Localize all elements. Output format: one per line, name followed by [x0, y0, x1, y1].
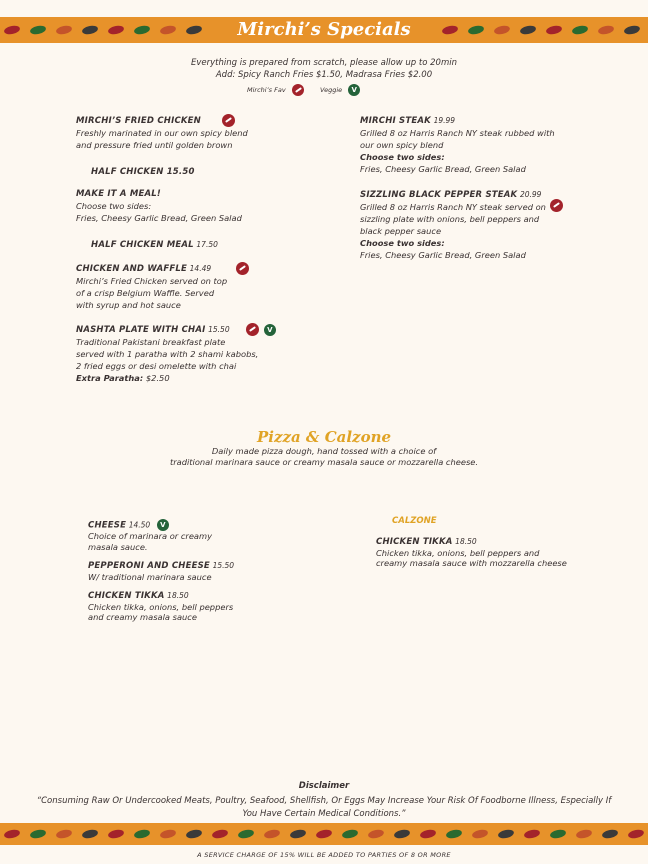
item-name: NASHTA PLATE WITH CHAI	[76, 325, 206, 335]
item-desc-1: Choice of marinara or creamy	[88, 531, 213, 541]
pepper-dot	[3, 828, 20, 839]
item-desc-2: Fries, Cheesy Garlic Bread, Green Salad	[76, 213, 242, 223]
pepper-dot	[523, 828, 540, 839]
pepper-dot	[159, 828, 176, 839]
intro-text	[0, 57, 648, 81]
item-desc-2: sizzling plate with onions, bell peppers and	[360, 214, 540, 224]
item-desc-2: and pressure fried until golden brown	[76, 140, 233, 150]
item-desc-3: 2 fried eggs or desi omelette with chai	[76, 361, 237, 371]
pepper-dot	[471, 828, 488, 839]
item-name: CHICKEN AND WAFFLE	[76, 264, 188, 274]
menu-item-pepperoni-pizza	[88, 560, 268, 582]
chili-icon	[550, 199, 563, 212]
item-name: CHICKEN TIKKA	[376, 537, 453, 547]
item-name: MIRCHI’S FRIED CHICKEN	[76, 116, 201, 126]
item-name: CHEESE	[88, 520, 127, 531]
pizza-section-desc	[0, 446, 648, 468]
menu-item-chicken-waffle	[76, 262, 276, 311]
item-price: 20.99	[519, 190, 542, 199]
chili-icon	[222, 114, 235, 127]
item-name: PEPPERONI AND CHEESE	[88, 561, 210, 571]
item-price: 15.50	[212, 561, 235, 570]
item-price: 19.99	[433, 116, 456, 125]
pepper-dot	[81, 828, 98, 839]
intro-line-1: Everything is prepared from scratch, please allow up to 20min	[191, 58, 457, 68]
pizza-section-title: Pizza & Calzone	[256, 428, 392, 446]
chili-icon	[292, 84, 304, 96]
veggie-icon: V	[264, 324, 276, 336]
pepper-dot	[315, 828, 332, 839]
item-name: HALF CHICKEN 15.50	[91, 167, 195, 177]
pizza-desc-1: Daily made pizza dough, hand tossed with a choice of	[211, 446, 437, 456]
item-name: MIRCHI STEAK	[360, 116, 431, 126]
decorative-pepper-pattern	[0, 823, 648, 845]
item-price: 18.50	[455, 537, 477, 546]
pepper-dot	[133, 828, 150, 839]
item-desc-2: and creamy masala sauce	[88, 612, 197, 622]
menu-item-chicken-tikka-pizza	[88, 590, 268, 623]
item-desc-1: Traditional Pakistani breakfast plate	[76, 337, 226, 347]
sides-label: Choose two sides:	[360, 238, 445, 248]
calzone-heading: CALZONE	[392, 516, 437, 526]
item-price: 18.50	[167, 591, 189, 600]
pepper-dot	[601, 828, 618, 839]
pepper-dot	[55, 828, 72, 839]
legend-veggie	[320, 84, 360, 96]
menu-item-make-meal	[76, 188, 276, 224]
item-desc-1: Chicken tikka, onions, bell peppers	[88, 601, 234, 612]
veggie-icon: V	[157, 519, 169, 531]
footer-band	[0, 823, 648, 845]
sides-options: Fries, Cheesy Garlic Bread, Green Salad	[360, 250, 526, 260]
pepper-dot	[211, 828, 228, 839]
item-name: CHICKEN TIKKA	[88, 591, 165, 601]
pepper-dot	[549, 828, 566, 839]
item-desc-1: Grilled 8 oz Harris Ranch NY steak rubbed with	[360, 128, 555, 138]
menu-item-fried-chicken	[76, 114, 276, 151]
menu-item-cheese-pizza	[88, 519, 258, 552]
pepper-dot	[185, 828, 202, 839]
item-name: SIZZLING BLACK PEPPER STEAK	[360, 190, 518, 200]
item-desc-3: black pepper sauce	[360, 226, 442, 236]
veggie-icon: V	[348, 84, 360, 96]
sides-label: Choose two sides:	[360, 152, 445, 162]
menu-item-chicken-tikka-calzone	[376, 536, 596, 569]
pepper-dot	[497, 828, 514, 839]
pepper-dot	[263, 828, 280, 839]
item-desc-3: with syrup and hot sauce	[76, 300, 181, 310]
item-desc-1: Mirchi’s Fried Chicken served on top	[76, 276, 228, 286]
chili-icon	[246, 323, 259, 336]
header-band	[0, 17, 648, 43]
item-desc-2: masala sauce.	[88, 541, 148, 552]
pepper-dot	[29, 828, 46, 839]
pepper-dot	[575, 828, 592, 839]
extra-label: Extra Paratha:	[76, 373, 144, 383]
item-desc-1: Grilled 8 oz Harris Ranch NY steak served on	[360, 202, 546, 212]
pepper-dot	[367, 828, 384, 839]
service-charge-note: A SERVICE CHARGE OF 15% WILL BE ADDED TO PARTIES OF 8 OR MORE	[197, 851, 451, 859]
intro-line-2: Add: Spicy Ranch Fries $1.50, Madrasa Fries $2.00	[215, 70, 433, 80]
item-desc-1: W/ traditional marinara sauce	[88, 571, 212, 582]
legend-spicy	[247, 84, 304, 96]
pepper-dot	[393, 828, 410, 839]
item-desc-2: our own spicy blend	[360, 140, 444, 150]
pepper-dot	[419, 828, 436, 839]
pepper-dot	[107, 828, 124, 839]
item-desc-1: Chicken tikka, onions, bell peppers and	[376, 547, 540, 558]
item-desc-1: Freshly marinated in our own spicy blend	[76, 128, 248, 138]
disclaimer-text: “Consuming Raw Or Undercooked Meats, Poultry, Seafood, Shellfish, Or Eggs May Increase Your Risk Of Foodborne Illness, Especially If You Have Certain Medical Conditions.”	[36, 796, 612, 819]
legend-spicy-label: Mirchi’s Fav	[247, 86, 286, 94]
pepper-dot	[341, 828, 358, 839]
item-price: 17.50	[196, 240, 218, 249]
extra-price: $2.50	[145, 373, 170, 383]
menu-item-half-chicken	[91, 165, 195, 178]
sides-options: Fries, Cheesy Garlic Bread, Green Salad	[360, 164, 526, 174]
chili-icon	[236, 262, 249, 275]
menu-item-nashta-plate	[76, 323, 286, 384]
item-name: HALF CHICKEN MEAL	[91, 240, 194, 250]
item-name: MAKE IT A MEAL!	[76, 189, 161, 199]
pizza-desc-2: traditional marinara sauce or creamy masala sauce or mozzarella cheese.	[169, 457, 479, 467]
menu-item-mirchi-steak	[360, 114, 580, 175]
pepper-dot	[237, 828, 254, 839]
item-desc-2: of a crisp Belgium Waffle. Served	[76, 288, 215, 298]
disclaimer-title: Disclaimer	[298, 781, 350, 791]
item-price: 14.49	[189, 264, 212, 273]
item-price: 14.50	[128, 520, 151, 530]
pepper-dot	[445, 828, 462, 839]
menu-item-black-pepper-steak	[360, 188, 580, 261]
pepper-dot	[627, 828, 644, 839]
item-price: 15.50	[208, 325, 230, 334]
page-title: Mirchi’s Specials	[237, 19, 411, 40]
pepper-dot	[289, 828, 306, 839]
item-desc-2: served with 1 paratha with 2 shami kabobs,	[76, 349, 259, 359]
item-desc-1: Choose two sides:	[76, 201, 152, 211]
legend-veggie-label: Veggie	[320, 86, 343, 94]
menu-item-half-chicken-meal	[91, 238, 218, 251]
item-desc-2: creamy masala sauce with mozzarella cheese	[376, 558, 567, 568]
